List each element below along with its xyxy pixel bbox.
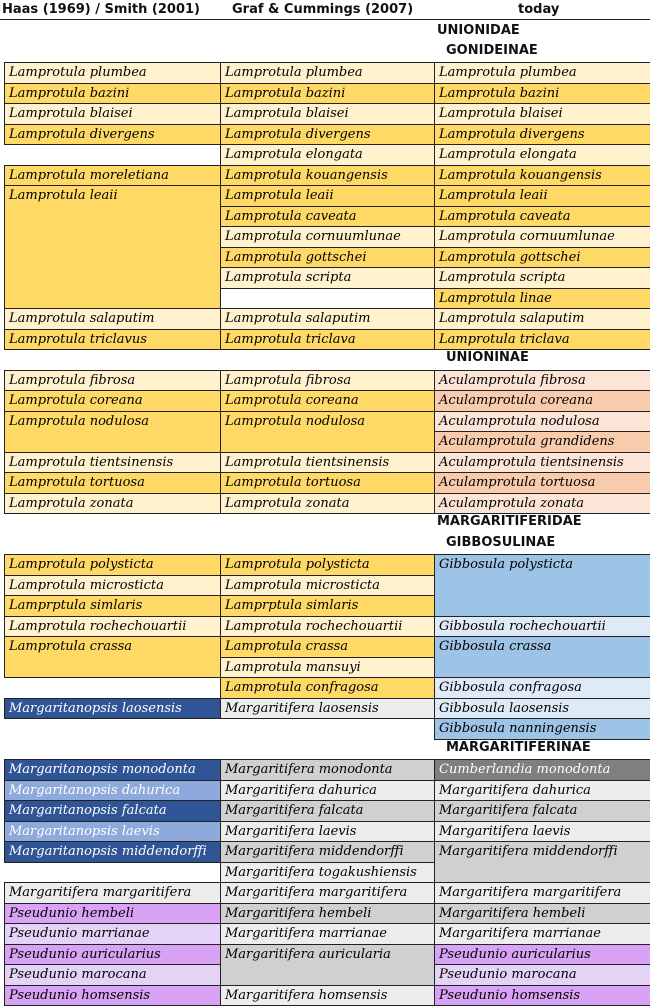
cell-col-today-aculamprotula-nodulosa: Aculamprotula nodulosa [434,411,650,432]
cell-col-graf-margaritifera-homsensis: Margaritifera homsensis [220,985,435,1006]
cell-col-haas-margaritanopsis-falcata: Margaritanopsis falcata [4,800,221,822]
cell-col-haas-lamprotula-microsticta: Lamprotula microsticta [4,575,221,596]
cell-col-haas-lamprotula-plumbea: Lamprotula plumbea [4,62,221,84]
cell-col-today-margaritifera-margaritifera: Margaritifera margaritifera [434,882,650,904]
cell-col-graf-lamprotula-elongata: Lamprotula elongata [220,144,435,166]
cell-col-today-gibbosula-nanningensis: Gibbosula nanningensis [434,718,650,740]
cell-col-graf-lamprotula-blaisei: Lamprotula blaisei [220,103,435,125]
cell-col-graf-lamprotula-fibrosa: Lamprotula fibrosa [220,370,435,391]
cell-col-today-margaritifera-laevis: Margaritifera laevis [434,821,650,842]
cell-col-haas-lamprotula-bazini: Lamprotula bazini [4,83,221,104]
section-gonideinae: GONIDEINAE [446,43,538,58]
cell-col-haas-lamprotula-coreana: Lamprotula coreana [4,390,221,412]
cell-col-haas-lamprotula-rochechouartii: Lamprotula rochechouartii [4,616,221,637]
cell-col-graf-lamprotula-caveata: Lamprotula caveata [220,206,435,227]
cell-col-graf-lamprotula-plumbea: Lamprotula plumbea [220,62,435,84]
cell-col-today-aculamprotula-fibrosa: Aculamprotula fibrosa [434,370,650,391]
cell-col-haas-pseudunio-marocana: Pseudunio marocana [4,964,221,986]
cell-col-haas-pseudunio-marrianae: Pseudunio marrianae [4,923,221,945]
cell-col-haas-lamprotula-fibrosa: Lamprotula fibrosa [4,370,221,391]
cell-col-graf-margaritifera-laevis: Margaritifera laevis [220,821,435,842]
cell-col-haas-lamprptula-simlaris: Lamprptula simlaris [4,595,221,617]
cell-col-today-lamprotula-scripta: Lamprotula scripta [434,267,650,289]
cell-col-today-lamprotula-gottschei: Lamprotula gottschei [434,247,650,268]
cell-col-graf-margaritifera-dahurica: Margaritifera dahurica [220,780,435,801]
cell-col-haas-lamprotula-salaputim: Lamprotula salaputim [4,308,221,330]
cell-col-graf-margaritifera-margaritifera: Margaritifera margaritifera [220,882,435,904]
cell-col-today-lamprotula-caveata: Lamprotula caveata [434,206,650,227]
cell-col-haas-margaritanopsis-dahurica: Margaritanopsis dahurica [4,780,221,801]
cell-col-today-gibbosula-crassa: Gibbosula crassa [434,636,650,678]
cell-col-graf-lamprotula-gottschei: Lamprotula gottschei [220,247,435,268]
cell-col-graf-lamprotula-rochechouartii: Lamprotula rochechouartii [220,616,435,637]
cell-col-haas-pseudunio-hembeli: Pseudunio hembeli [4,903,221,924]
cell-col-today-lamprotula-plumbea: Lamprotula plumbea [434,62,650,84]
cell-col-today-margaritifera-falcata: Margaritifera falcata [434,800,650,822]
cell-col-graf-margaritifera-middendorffi: Margaritifera middendorffi [220,841,435,863]
cell-col-graf-lamprotula-crassa: Lamprotula crassa [220,636,435,658]
cell-col-graf-lamprotula-divergens: Lamprotula divergens [220,124,435,145]
section-unioninae: UNIONINAE [446,350,529,365]
section-gibbosulinae: GIBBOSULINAE [446,535,556,550]
cell-col-today-lamprotula-linae: Lamprotula linae [434,288,650,309]
cell-col-graf-lamprotula-nodulosa: Lamprotula nodulosa [220,411,435,453]
header-haas-smith: Haas (1969) / Smith (2001) [2,2,200,17]
cell-col-graf-lamprotula-tortuosa: Lamprotula tortuosa [220,472,435,494]
cell-col-today-aculamprotula-zonata: Aculamprotula zonata [434,493,650,514]
cell-col-today-margaritifera-middendorffi: Margaritifera middendorffi [434,841,650,883]
cell-col-haas-margaritanopsis-laevis: Margaritanopsis laevis [4,821,221,842]
cell-col-today-aculamprotula-tientsinensis: Aculamprotula tientsinensis [434,452,650,473]
cell-col-today-margaritifera-hembeli: Margaritifera hembeli [434,903,650,924]
cell-col-haas-lamprotula-crassa: Lamprotula crassa [4,636,221,678]
cell-col-today-lamprotula-triclava: Lamprotula triclava [434,329,650,350]
cell-col-haas-margaritanopsis-monodonta: Margaritanopsis monodonta [4,759,221,781]
cell-col-today-lamprotula-kouangensis: Lamprotula kouangensis [434,165,650,186]
cell-col-graf-margaritifera-togakushiensis: Margaritifera togakushiensis [220,862,435,883]
cell-col-haas-lamprotula-leaii: Lamprotula leaii [4,185,221,309]
cell-col-haas-lamprotula-blaisei: Lamprotula blaisei [4,103,221,125]
cell-col-haas-margaritanopsis-laosensis: Margaritanopsis laosensis [4,698,221,719]
cell-col-graf-lamprotula-kouangensis: Lamprotula kouangensis [220,165,435,186]
section-margaritiferidae: MARGARITIFERIDAE [437,514,582,529]
cell-col-haas-lamprotula-divergens: Lamprotula divergens [4,124,221,145]
cell-col-graf-lamprotula-zonata: Lamprotula zonata [220,493,435,514]
cell-col-today-gibbosula-rochechouartii: Gibbosula rochechouartii [434,616,650,637]
cell-col-haas-lamprotula-nodulosa: Lamprotula nodulosa [4,411,221,453]
cell-col-haas-lamprotula-triclavus: Lamprotula triclavus [4,329,221,350]
cell-col-haas-lamprotula-tortuosa: Lamprotula tortuosa [4,472,221,494]
section-margaritiferinae: MARGARITIFERINAE [446,740,591,755]
cell-col-graf-lamprotula-cornuumlunae: Lamprotula cornuumlunae [220,226,435,248]
cell-col-haas-lamprotula-polysticta: Lamprotula polysticta [4,554,221,576]
cell-col-graf-lamprotula-salaputim: Lamprotula salaputim [220,308,435,330]
cell-col-graf-lamprotula-tientsinensis: Lamprotula tientsinensis [220,452,435,473]
cell-col-haas-margaritifera-margaritifera: Margaritifera margaritifera [4,882,221,904]
cell-col-graf-lamprotula-scripta: Lamprotula scripta [220,267,435,289]
cell-col-today-lamprotula-salaputim: Lamprotula salaputim [434,308,650,330]
cell-col-today-aculamprotula-coreana: Aculamprotula coreana [434,390,650,412]
cell-col-today-cumberlandia-monodonta: Cumberlandia monodonta [434,759,650,781]
cell-col-haas-pseudunio-homsensis: Pseudunio homsensis [4,985,221,1006]
cell-col-graf-margaritifera-laosensis: Margaritifera laosensis [220,698,435,719]
cell-col-graf-lamprotula-mansuyi: Lamprotula mansuyi [220,657,435,678]
header-today: today [518,2,560,17]
cell-col-haas-margaritanopsis-middendorffi: Margaritanopsis middendorffi [4,841,221,863]
cell-col-graf-margaritifera-falcata: Margaritifera falcata [220,800,435,822]
cell-col-today-lamprotula-cornuumlunae: Lamprotula cornuumlunae [434,226,650,248]
cell-col-graf-lamprotula-confragosa: Lamprotula confragosa [220,677,435,699]
cell-col-graf-margaritifera-auricularia: Margaritifera auricularia [220,944,435,986]
cell-col-today-aculamprotula-tortuosa: Aculamprotula tortuosa [434,472,650,494]
cell-col-today-margaritifera-marrianae: Margaritifera marrianae [434,923,650,945]
cell-col-today-pseudunio-auricularius: Pseudunio auricularius [434,944,650,965]
cell-col-today-pseudunio-homsensis: Pseudunio homsensis [434,985,650,1006]
cell-col-graf-lamprotula-microsticta: Lamprotula microsticta [220,575,435,596]
cell-col-today-lamprotula-divergens: Lamprotula divergens [434,124,650,145]
cell-col-today-lamprotula-blaisei: Lamprotula blaisei [434,103,650,125]
cell-col-today-gibbosula-confragosa: Gibbosula confragosa [434,677,650,699]
cell-col-graf-margaritifera-marrianae: Margaritifera marrianae [220,923,435,945]
cell-col-today-margaritifera-dahurica: Margaritifera dahurica [434,780,650,801]
cell-col-today-lamprotula-elongata: Lamprotula elongata [434,144,650,166]
cell-col-graf-lamprotula-coreana: Lamprotula coreana [220,390,435,412]
cell-col-graf-margaritifera-hembeli: Margaritifera hembeli [220,903,435,924]
cell-col-haas-pseudunio-auricularius: Pseudunio auricularius [4,944,221,965]
cell-col-haas-lamprotula-moreletiana: Lamprotula moreletiana [4,165,221,186]
cell-col-graf-lamprotula-polysticta: Lamprotula polysticta [220,554,435,576]
header-rule [0,19,650,20]
cell-col-graf-lamprptula-simlaris: Lamprptula simlaris [220,595,435,617]
cell-col-graf-lamprotula-leaii: Lamprotula leaii [220,185,435,207]
cell-col-haas-lamprotula-tientsinensis: Lamprotula tientsinensis [4,452,221,473]
cell-col-today-gibbosula-laosensis: Gibbosula laosensis [434,698,650,719]
cell-col-today-gibbosula-polysticta: Gibbosula polysticta [434,554,650,617]
section-unionidae: UNIONIDAE [437,23,520,38]
cell-col-today-lamprotula-bazini: Lamprotula bazini [434,83,650,104]
cell-col-graf-margaritifera-monodonta: Margaritifera monodonta [220,759,435,781]
cell-col-haas-lamprotula-zonata: Lamprotula zonata [4,493,221,514]
cell-col-today-pseudunio-marocana: Pseudunio marocana [434,964,650,986]
cell-col-today-lamprotula-leaii: Lamprotula leaii [434,185,650,207]
cell-col-graf-lamprotula-bazini: Lamprotula bazini [220,83,435,104]
header-graf-cummings: Graf & Cummings (2007) [232,2,414,17]
cell-col-today-aculamprotula-grandidens: Aculamprotula grandidens [434,431,650,453]
cell-col-graf-lamprotula-triclava: Lamprotula triclava [220,329,435,350]
